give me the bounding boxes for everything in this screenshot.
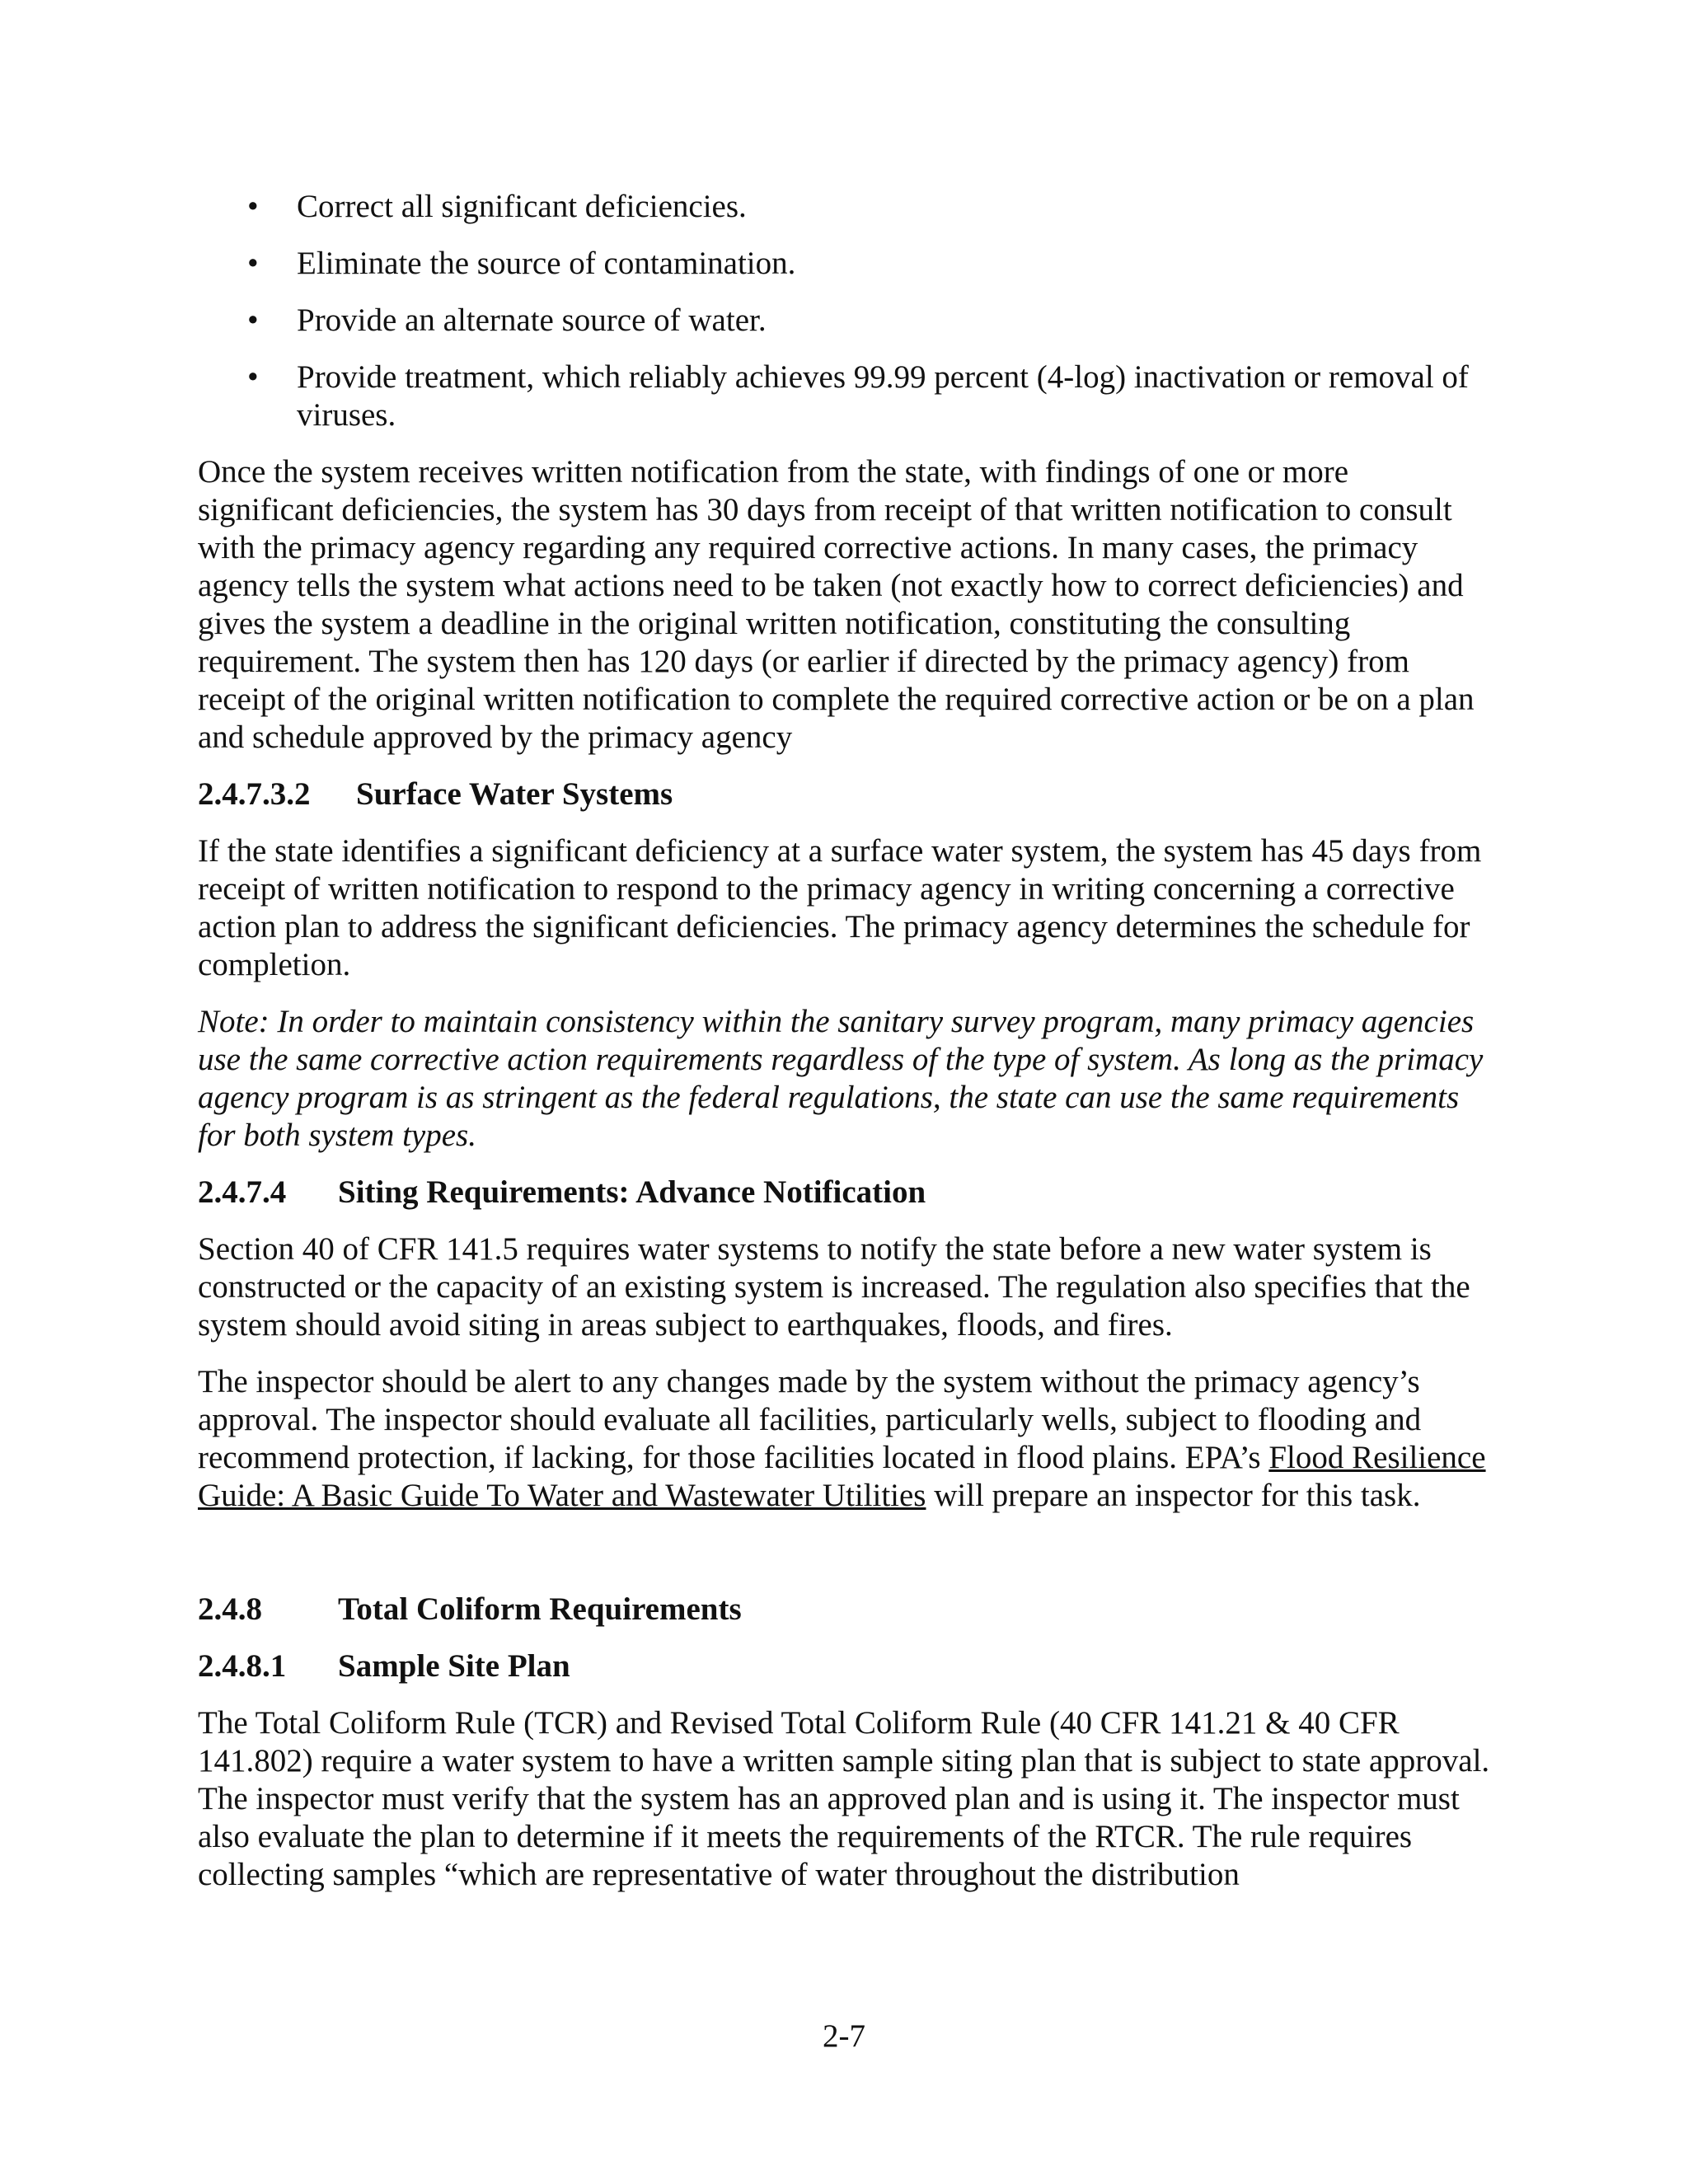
page-number: 2-7 [823, 2018, 865, 2054]
sample-site-plan-paragraph: The Total Coliform Rule (TCR) and Revised Total Coliform Rule (40 CFR 141.21 & 40 CFR 141.802) require a water system to have a written sample siting plan that is subject to state approval. The inspector must verify that the system has an approved plan and is using it. The inspector must also evaluate the plan to determine if it meets the requirements of the RTCR. The rule requires collecting samples “which are representative of water throughout the distribution [198, 1705, 1490, 1892]
consistency-note: Note: In order to maintain consistency within the sanitary survey program, many primacy agencies use the same corrective action requirements regardless of the type of system. As long as the primacy agency program is as stringent as the federal regulations, the state can use the same requirements for both system types. [198, 1004, 1484, 1153]
bullet-icon: • [247, 189, 259, 224]
section-heading-2-4-8: 2.4.8 Total Coliform Requirements [198, 1591, 742, 1627]
section-heading-2-4-7-4: 2.4.7.4 Siting Requirements: Advance Notification [198, 1174, 926, 1210]
section-heading-2-4-8-1: 2.4.8.1 Sample Site Plan [198, 1648, 570, 1684]
list-item: • Provide an alternate source of water. [247, 302, 767, 338]
corrective-action-list [198, 188, 1492, 434]
list-item: • Correct all significant deficiencies. [247, 189, 747, 224]
surface-water-paragraph: If the state identifies a significant deficiency at a surface water system, the system has 45 days from receipt of written notification to respond to the primacy agency in writing concerning a corrective action plan to address the significant deficiencies. The primacy agency determines the schedule for completion. [198, 833, 1482, 982]
bullet-icon: • [247, 302, 259, 338]
flood-resilience-guide-link[interactable]: Flood Resilience Guide: A Basic Guide To Water and Wastewater Utilities [198, 1440, 1486, 1513]
list-item: • Eliminate the source of contamination. [247, 246, 796, 281]
inspector-alert-paragraph: The inspector should be alert to any changes made by the system without the primacy agency’s approval. The inspector should evaluate all facilities, particularly wells, subject to flooding and recommend protection, if lacking, for those facilities located in flood plains. EPA’s Flood Resilience Guide: A Basic Guide To Water and Wastewater Utilities will prepare an inspector for this task. [198, 1364, 1486, 1513]
bullet-icon: • [247, 246, 259, 281]
document-body [198, 188, 1492, 1913]
written-notification-paragraph: Once the system receives written notification from the state, with findings of one or more significant deficiencies, the system has 30 days from receipt of that written notification to consult with the primacy agency regarding any required corrective actions. In many cases, the primacy agency tells the system what actions need to be taken (not exactly how to correct deficiencies) and gives the system a deadline in the original written notification, constituting the consulting requirement. The system then has 120 days (or earlier if directed by the primacy agency) from receipt of the original written notification to complete the required corrective action or be on a plan and schedule approved by the primacy agency [198, 454, 1475, 755]
section-heading-2-4-7-3-2: 2.4.7.3.2 Surface Water Systems [198, 776, 673, 812]
list-item: • Provide treatment, which reliably achieves 99.99 percent (4-log) inactivation or removal of viruses. [247, 359, 1469, 433]
bullet-icon: • [247, 359, 259, 395]
siting-requirements-paragraph: Section 40 of CFR 141.5 requires water systems to notify the state before a new water system is constructed or the capacity of an existing system is increased. The regulation also specifies that the system should avoid siting in areas subject to earthquakes, floods, and fires. [198, 1231, 1470, 1343]
